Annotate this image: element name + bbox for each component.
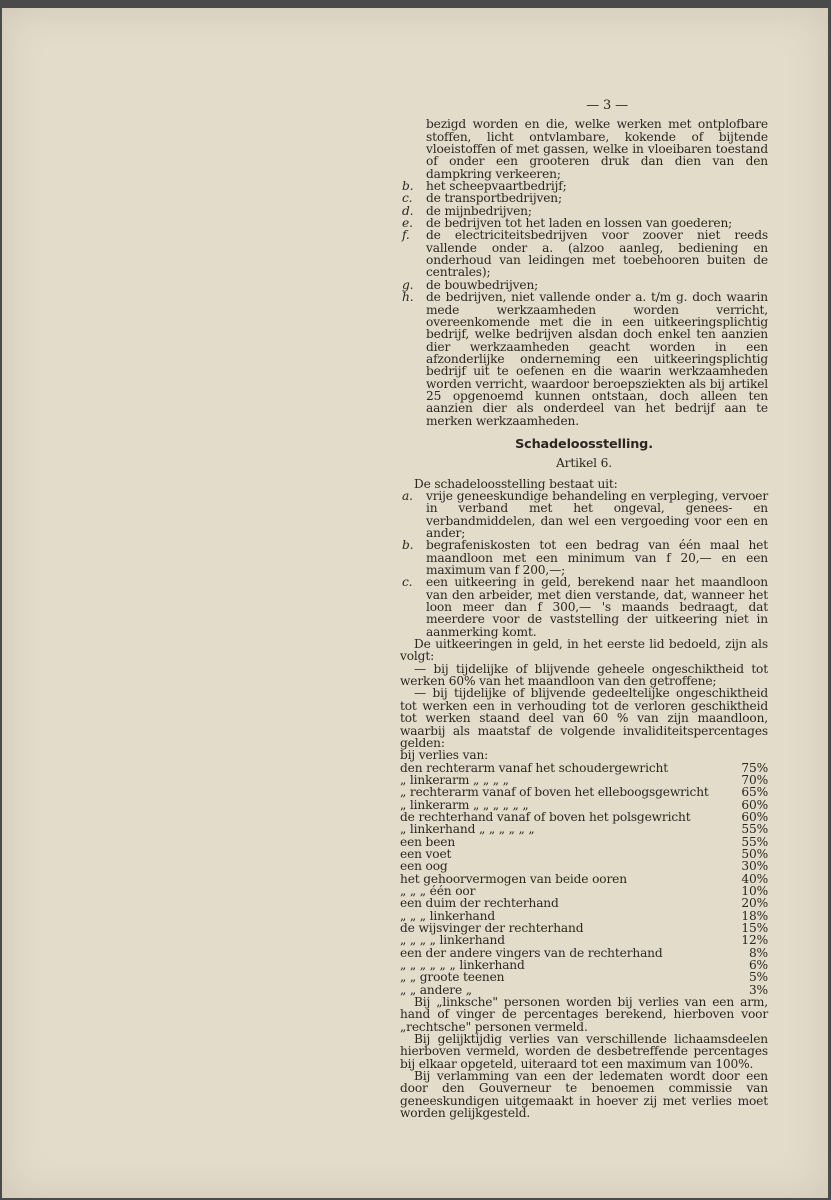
list-marker: d. bbox=[402, 203, 414, 218]
percentage-value: 3% bbox=[748, 982, 768, 997]
document-page bbox=[2, 8, 828, 1198]
list-text: een uitkeering in geld, berekend naar het maandloon van den arbeider, met dien verstande, dat, wanneer het loon meer dan f 300,— 's maands bedraagt, dat meerdere voor de vaststelling der uitkeering niet in aanmerking komt. bbox=[426, 575, 768, 639]
list-item bbox=[400, 229, 768, 278]
list-text: de electriciteitsbedrijven voor zoover niet reeds vallende onder a. (alzoo aanleg, bediening en onderhoud van leidingen met toebehooren buiten de centrales); bbox=[426, 228, 768, 280]
list-marker: h. bbox=[402, 290, 414, 305]
list-text: vrije geneeskundige behandeling en verpleging, vervoer in verband met het ongeval, genees- en verbandmiddelen, dan wel een vergoeding voor een en ander; bbox=[426, 488, 768, 540]
article-intro: De schadeloosstelling bestaat uit: bbox=[414, 476, 618, 491]
body-part-label: een duim der rechterhand bbox=[400, 896, 559, 911]
list-text: de transportbedrijven; bbox=[426, 191, 562, 206]
list-marker: f. bbox=[402, 228, 410, 243]
table-row bbox=[400, 848, 768, 860]
body-part-label: „ „ „ „ „ „ linkerhand bbox=[400, 958, 525, 973]
list-item bbox=[400, 539, 768, 576]
list-marker: b. bbox=[402, 179, 414, 194]
table-row bbox=[400, 823, 768, 835]
percentage-value: 8% bbox=[748, 945, 768, 960]
table-row bbox=[400, 971, 768, 983]
body-part-label: „ „ „ „ linkerhand bbox=[400, 933, 505, 948]
list-item bbox=[400, 291, 768, 427]
list-text: de bouwbedrijven; bbox=[426, 277, 539, 292]
table-row bbox=[400, 934, 768, 946]
list-marker: c. bbox=[402, 191, 413, 206]
percentage-value: 12% bbox=[741, 933, 768, 948]
percentage-value: 5% bbox=[748, 970, 768, 985]
body-part-label: „ „ „ één oor bbox=[400, 883, 476, 898]
benefit-temporary: — bij tijdelijke of blijvende geheele ongeschiktheid tot werken 60% van het maandloon van den getroffene; bbox=[400, 661, 768, 689]
body-part-label: „ „ andere „ bbox=[400, 982, 472, 997]
percentage-value: 20% bbox=[741, 896, 768, 911]
body-part-label: het gehoorvermogen van beide ooren bbox=[400, 871, 627, 886]
percentage-value: 40% bbox=[741, 871, 768, 886]
section-heading: Schadeloosstelling. bbox=[515, 436, 653, 452]
body-part-label: „ linkerhand „ „ „ „ „ „ bbox=[400, 822, 535, 837]
table-row bbox=[400, 860, 768, 872]
list-marker: g. bbox=[402, 277, 414, 292]
percentage-value: 15% bbox=[741, 921, 768, 935]
percentage-value: 55% bbox=[741, 822, 768, 837]
benefit-partial: — bij tijdelijke of blijvende gedeeltelijke ongeschiktheid tot werken een in verhouding tot de verloren geschiktheid tot werken staand deel van 60 % van zijn maandloon, waarbij als maatstaf de volgende invaliditeitspercentages gelden: bbox=[400, 686, 768, 750]
list-marker: a. bbox=[402, 488, 413, 503]
body-part-label: „ „ groote teenen bbox=[400, 970, 505, 985]
percentage-value: 55% bbox=[741, 834, 768, 849]
body-part-label: de rechterhand vanaf of boven het polsgewricht bbox=[400, 809, 691, 824]
list-text: begrafeniskosten tot een bedrag van één maal het maandloon met een minimum van f 20,— en een maximum van f 200,—; bbox=[426, 538, 768, 578]
benefits-intro: De uitkeeringen in geld, in het eerste lid bedoeld, zijn als volgt: bbox=[400, 637, 768, 664]
body-part-label: „ linkerarm „ „ „ „ „ „ bbox=[400, 797, 529, 812]
body-part-label: een voet bbox=[400, 846, 452, 861]
list-text: de bedrijven tot het laden en lossen van goederen; bbox=[426, 216, 733, 231]
body-part-label: den rechterarm vanaf het schoudergewricht bbox=[400, 760, 668, 775]
list-text: de mijnbedrijven; bbox=[426, 203, 532, 218]
percentage-value: 60% bbox=[741, 797, 768, 812]
body-part-label: een der andere vingers van de rechterhand bbox=[400, 945, 663, 960]
percentage-value: 60% bbox=[741, 809, 768, 824]
body-part-label: „ rechterarm vanaf of boven het elleboogsgewricht bbox=[400, 785, 709, 800]
table-row bbox=[400, 786, 768, 798]
percentage-value: 6% bbox=[748, 958, 768, 973]
list-text: het scheepvaartbedrijf; bbox=[426, 179, 567, 194]
intro-paragraph: bezigd worden en die, welke werken met ontplofbare stoffen, licht ontvlambare, kokende of bijtende vloeistoffen of met gassen, welke in vloeibaren toestand of onder een grooteren druk dan dien van den dampkring verkeeren; bbox=[426, 117, 768, 181]
body-part-label: een oog bbox=[400, 859, 448, 874]
percentage-value: 10% bbox=[741, 883, 768, 898]
list-marker: c. bbox=[402, 575, 413, 590]
list-marker: e. bbox=[402, 216, 413, 231]
body-part-label: „ „ „ linkerhand bbox=[400, 908, 495, 923]
compensation-list bbox=[400, 490, 768, 638]
body-part-label: een been bbox=[400, 834, 456, 849]
closing-paragraph: Bij verlamming van een der ledematen wordt door een door den Gouverneur te benoemen commissie van geneeskundigen uitgemaakt in hoever zij met verlies moet worden gelijkgesteld. bbox=[400, 1069, 768, 1121]
list-item bbox=[400, 576, 768, 638]
list-item bbox=[400, 490, 768, 539]
percentage-value: 70% bbox=[741, 772, 768, 787]
percentage-value: 65% bbox=[741, 785, 768, 800]
body-part-label: „ linkerarm „ „ „ „ bbox=[400, 772, 509, 787]
invalidity-table bbox=[400, 762, 768, 997]
loss-intro: bij verlies van: bbox=[400, 748, 489, 763]
percentage-value: 75% bbox=[741, 760, 768, 775]
article-heading: Artikel 6. bbox=[556, 456, 612, 471]
page-number: — 3 — bbox=[586, 98, 628, 113]
percentage-value: 18% bbox=[741, 908, 768, 923]
list-text: de bedrijven, niet vallende onder a. t/m g. doch waarin mede werkzaamheden worden verricht, overeenkomende met die in een uitkeeringsplichtig bedrijf, welke bedrijven alsdan doch enkel ten aanzien dier werkzaamheden geacht worden in een afzonderlijke onderneming een uitkeeringsplichtig bedrijf uit te oefenen en die waarin werkzaamheden worden verricht, waardoor beroepsziekten als bij artikel 25 opgenoemd kunnen ontstaan, doch alleen ten aanzien dier als onderdeel van het bedrijf aan te merken werkzaamheden. bbox=[426, 290, 768, 428]
body-part-label: de wijsvinger der rechterhand bbox=[400, 921, 584, 935]
business-list bbox=[400, 180, 768, 427]
closing-paragraph: Bij „linksche" personen worden bij verlies van een arm, hand of vinger de percentages berekend, hierboven voor „rechtsche" personen vermeld. bbox=[400, 995, 768, 1034]
table-row bbox=[400, 836, 768, 848]
text-column bbox=[400, 100, 768, 1120]
percentage-value: 50% bbox=[741, 846, 768, 861]
percentage-value: 30% bbox=[741, 859, 768, 874]
table-row bbox=[400, 897, 768, 909]
list-marker: b. bbox=[402, 538, 414, 553]
closing-paragraph: Bij gelijktijdig verlies van verschillende lichaamsdeelen hierboven vermeld, worden de desbetreffende percentages bij elkaar opgeteld, uiteraard tot een maximum van 100%. bbox=[400, 1032, 768, 1071]
